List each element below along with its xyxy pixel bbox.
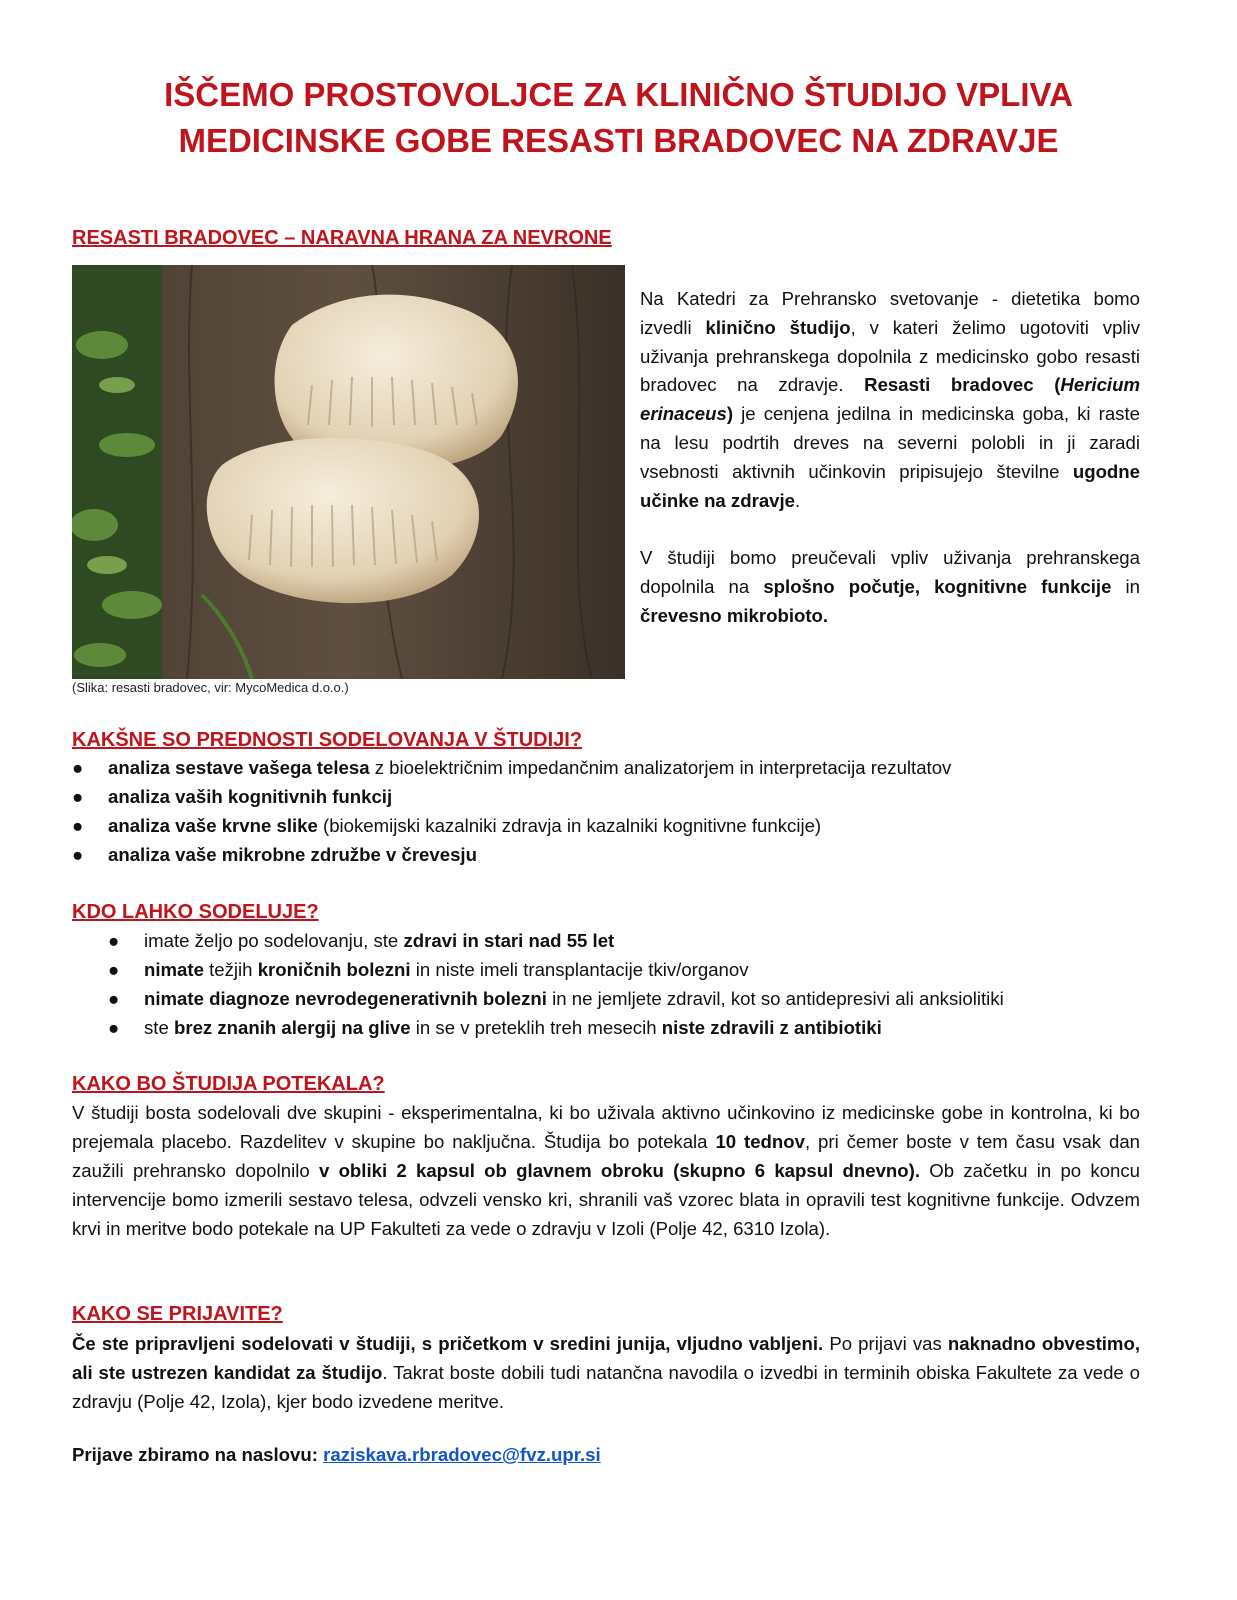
text: in niste imeli transplantacije tkiv/organov [410, 959, 749, 980]
list-item [72, 1013, 1152, 1042]
text: Ob začetku in po koncu intervencije bomo izmerili sestavo telesa, odvzeli vensko kri, shranili vaš vzorec blata in opravili test kognitivne funkcije. Odvzem krvi in meritve bodo potekale na UP Fakulteti za vede o zdravju v Izoli (Polje 42, 6310 Izola). [72, 1160, 1141, 1239]
text: , v kateri želimo ugotoviti vpliv uživanja prehranskega dopolnila z medicinsko gobo resasti bradovec na zdravje. [640, 316, 1140, 396]
text: in se v preteklih treh mesecih [410, 1017, 662, 1038]
text-bold: nimate [144, 959, 204, 980]
mushroom-illustration [72, 265, 625, 679]
intro-text [640, 285, 1140, 631]
contact-label: Prijave zbiramo na naslovu: [72, 1444, 324, 1465]
section-heading-process: KAKO BO ŠTUDIJA POTEKALA? [72, 1073, 385, 1095]
text: in [1111, 575, 1141, 597]
text-bold: klinično študijo [705, 316, 851, 338]
section-heading-eligibility: KDO LAHKO SODELUJE? [72, 901, 319, 923]
text-bold: analiza vaše krvne slike [108, 815, 318, 836]
intro-paragraph-2 [640, 544, 1140, 630]
photo-caption: (Slika: resasti bradovec, vir: MycoMedica d.o.o.) [72, 680, 349, 695]
text-bold: Resasti bradovec ( [864, 374, 1061, 396]
list-item [72, 753, 1152, 782]
text-bold: analiza vaše mikrobne združbe v črevesju [108, 844, 477, 865]
title-line-1: IŠČEMO PROSTOVOLJCE ZA KLINIČNO ŠTUDIJO VPLIVA [164, 76, 1073, 113]
title-line-2: MEDICINSKE GOBE RESASTI BRADOVEC NA ZDRAVJE [178, 122, 1059, 159]
text: Na Katedri za Prehransko svetovanje - dietetika bomo izvedli [640, 288, 1140, 338]
list-item [72, 984, 1152, 1013]
page-title [60, 72, 1177, 164]
text-bold: ) [726, 403, 734, 425]
text: imate željo po sodelovanju, ste [144, 930, 404, 951]
mushroom-photo [72, 265, 625, 679]
text: in ne jemljete zdravil, kot so antidepresivi ali anksiolitiki [546, 988, 1004, 1009]
bullet-icon: ● [72, 786, 84, 807]
text-bold: v obliki 2 kapsul ob glavnem obroku (skupno 6 kapsul dnevno). [318, 1160, 920, 1181]
text-bold: zdravi in stari nad 55 let [403, 930, 615, 951]
section-heading-benefits: KAKŠNE SO PREDNOSTI SODELOVANJA V ŠTUDIJI? [72, 729, 583, 751]
contact-line [72, 1444, 601, 1466]
list-item [72, 926, 1152, 955]
list-item [72, 955, 1152, 984]
bullet-icon: ● [108, 1017, 120, 1038]
text: ste [144, 1017, 174, 1038]
list-item [72, 840, 1152, 869]
eligibility-list [72, 926, 1152, 1042]
text-bold: analiza vaših kognitivnih funkcij [108, 786, 393, 807]
bullet-icon: ● [108, 930, 120, 951]
email-link[interactable]: raziskava.rbradovec@fvz.upr.si [323, 1444, 601, 1465]
text-bold: 10 tednov [715, 1131, 805, 1152]
bullet-icon: ● [72, 815, 84, 836]
signup-paragraph [72, 1329, 1140, 1416]
text-bold: Če ste pripravljeni sodelovati v študiji, s pričetkom v sredini junija, vljudno vabljeni. [72, 1333, 824, 1354]
text: , pri čemer boste v tem času vsak dan zaužili prehransko dopolnilo [72, 1131, 1141, 1181]
text-bold: splošno počutje, kognitivne funkcije [763, 575, 1112, 597]
section-heading-mushroom: RESASTI BRADOVEC – NARAVNA HRANA ZA NEVRONE [72, 227, 612, 249]
bullet-icon: ● [72, 757, 84, 778]
process-paragraph [72, 1098, 1140, 1243]
bullet-icon: ● [72, 844, 84, 865]
text-bold: nimate diagnoze nevrodegenerativnih bolezni [144, 988, 547, 1009]
list-item [72, 811, 1152, 840]
bullet-icon: ● [108, 959, 120, 980]
intro-paragraph-1 [640, 285, 1140, 515]
text: je cenjena jedilna in medicinska goba, ki raste na lesu podrtih dreves na severni polobli in ji zaradi vsebnosti aktivnih učinkovin pripisujejo številne [640, 403, 1140, 482]
text-bold: črevesno mikrobioto. [640, 604, 829, 626]
text-bold: analiza sestave vašega telesa [108, 757, 370, 778]
text-bold: kroničnih bolezni [257, 959, 411, 980]
text-bold: brez znanih alergij na glive [173, 1017, 411, 1038]
text: (biokemijski kazalniki zdravja in kazalniki kognitivne funkcije) [317, 815, 822, 836]
list-item [72, 782, 1152, 811]
species-name: Hericium erinaceus [640, 374, 1140, 425]
benefits-list [72, 753, 1152, 869]
text-bold: niste zdravili z antibiotiki [661, 1017, 882, 1038]
text-bold: naknadno obvestimo, ali ste ustrezen kandidat za študijo [72, 1333, 1140, 1383]
text: Po prijavi vas [823, 1333, 948, 1354]
text: z bioelektričnim impedančnim analizatorjem in interpretacija rezultatov [369, 757, 952, 778]
bullet-icon: ● [108, 988, 120, 1009]
text: težjih [203, 959, 258, 980]
text: . Takrat boste dobili tudi natančna navodila o izvedbi in terminih obiska Fakultete za vede o zdravju (Polje 42, Izola), kjer bodo izvedene meritve. [72, 1362, 1140, 1412]
text: V študiji bomo preučevali vpliv uživanja prehranskega dopolnila na [640, 547, 1140, 597]
text: . [795, 489, 801, 511]
text-bold: ugodne učinke na zdravje [640, 460, 1140, 511]
section-heading-signup: KAKO SE PRIJAVITE? [72, 1303, 283, 1325]
text: V študiji bosta sodelovali dve skupini - eksperimentalna, ki bo uživala aktivno učinkovino iz medicinske gobe in kontrolna, ki bo prejemala placebo. Razdelitev v skupine bo naključna. Študija bo potekala [72, 1102, 1140, 1152]
